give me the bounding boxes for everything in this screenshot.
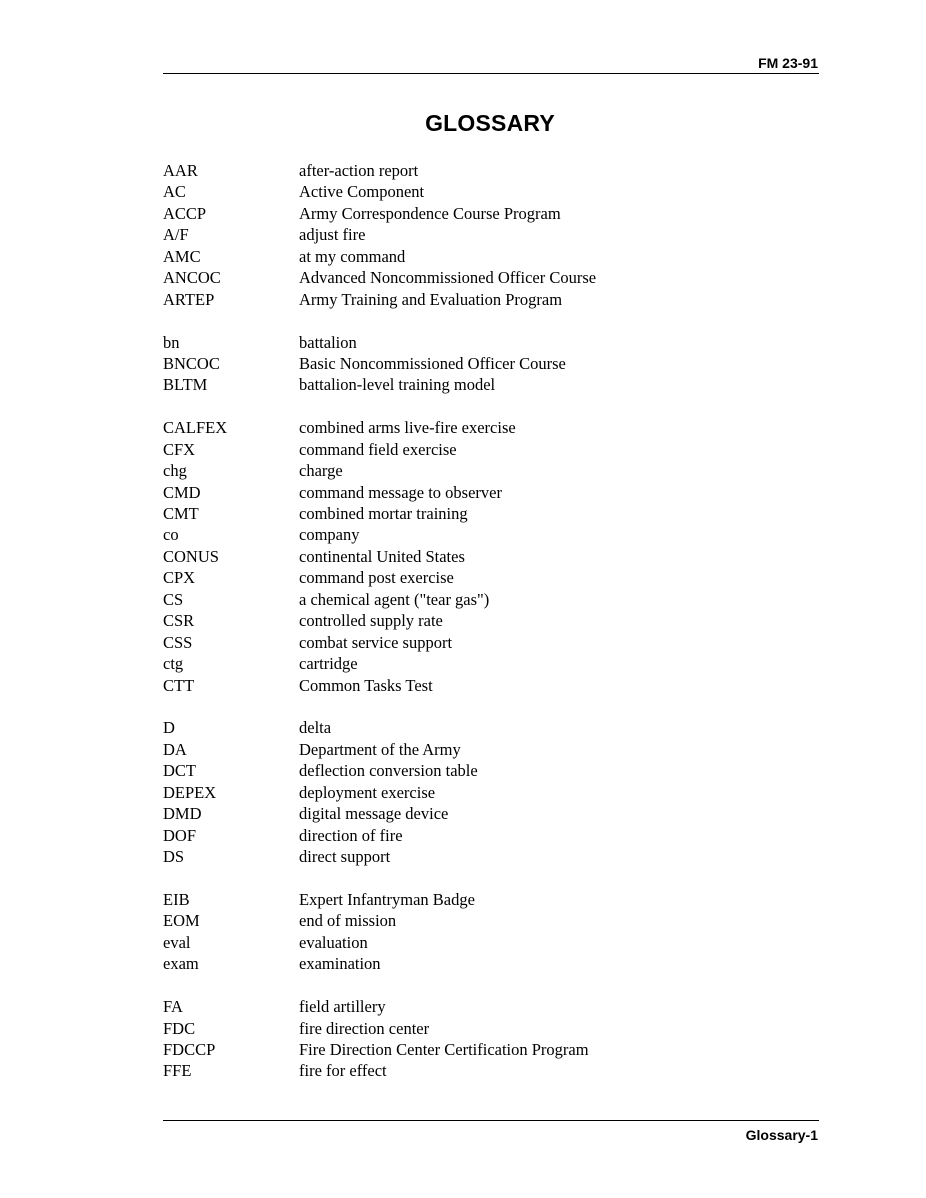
glossary-term: AMC — [163, 246, 201, 266]
glossary-term: ANCOC — [163, 268, 221, 288]
glossary-entry — [163, 1039, 719, 1060]
glossary-entry — [163, 267, 719, 288]
glossary-term: DA — [163, 739, 187, 759]
group-spacer — [163, 975, 719, 996]
glossary-definition: deflection conversion table — [299, 761, 478, 781]
header-rule — [163, 73, 819, 74]
glossary-term: FDC — [163, 1018, 196, 1038]
group-spacer — [163, 867, 719, 888]
glossary-term: AC — [163, 182, 186, 202]
glossary-definition: fire for effect — [299, 1061, 387, 1081]
glossary-definition: command message to observer — [299, 482, 502, 502]
glossary-term: DS — [163, 847, 185, 866]
glossary-term: FFE — [163, 1061, 192, 1081]
glossary-term: CSS — [163, 632, 193, 652]
glossary-entry — [163, 632, 719, 653]
glossary-definition: field artillery — [299, 997, 386, 1017]
glossary-definition: combat service support — [299, 632, 453, 652]
glossary-term: eval — [163, 932, 191, 952]
glossary-definition: command post exercise — [299, 568, 454, 588]
glossary-definition: Active Component — [299, 182, 425, 202]
glossary-term: AAR — [163, 161, 198, 180]
glossary-entry — [163, 782, 719, 803]
glossary-entry — [163, 246, 719, 267]
glossary-definition: after-action report — [299, 161, 419, 180]
glossary-entry — [163, 717, 719, 738]
glossary-entry — [163, 567, 719, 588]
glossary-entry — [163, 524, 719, 545]
glossary-definition: controlled supply rate — [299, 611, 443, 631]
glossary-definition: company — [299, 525, 360, 545]
glossary-definition: direct support — [299, 847, 391, 866]
glossary-entry — [163, 675, 719, 696]
glossary-entry — [163, 889, 719, 910]
glossary-term: CPX — [163, 568, 196, 588]
glossary-entry — [163, 610, 719, 631]
footer-rule — [163, 1120, 819, 1121]
glossary-term: CSR — [163, 611, 195, 631]
glossary-entry — [163, 1060, 719, 1081]
glossary-definition: evaluation — [299, 932, 368, 952]
glossary-entry — [163, 546, 719, 567]
glossary-entry — [163, 353, 719, 374]
glossary-entry — [163, 996, 719, 1017]
glossary-entry — [163, 160, 719, 181]
glossary-term: CTT — [163, 675, 195, 695]
glossary-definition: deployment exercise — [299, 782, 436, 802]
glossary-definition: at my command — [299, 246, 406, 266]
glossary-term: EIB — [163, 889, 190, 909]
glossary-term: FA — [163, 997, 183, 1017]
glossary-definition: examination — [299, 954, 381, 974]
glossary-list — [163, 160, 719, 1082]
glossary-entry — [163, 224, 719, 245]
glossary-entry — [163, 589, 719, 610]
glossary-entry — [163, 846, 719, 867]
glossary-definition: command field exercise — [299, 439, 457, 459]
glossary-entry — [163, 760, 719, 781]
glossary-term: BLTM — [163, 375, 208, 395]
page-number: Glossary-1 — [745, 1127, 818, 1143]
glossary-definition: digital message device — [299, 804, 449, 824]
glossary-definition: direction of fire — [299, 825, 403, 845]
glossary-term: co — [163, 525, 179, 545]
glossary-entry — [163, 910, 719, 931]
glossary-entry — [163, 332, 719, 353]
glossary-term: EOM — [163, 911, 200, 931]
glossary-definition: Army Training and Evaluation Program — [299, 289, 563, 309]
document-id: FM 23-91 — [758, 55, 818, 71]
glossary-entry — [163, 181, 719, 202]
page-title: GLOSSARY — [425, 110, 555, 136]
glossary-entry — [163, 653, 719, 674]
glossary-entry — [163, 739, 719, 760]
glossary-term: exam — [163, 954, 199, 974]
glossary-definition: continental United States — [299, 546, 465, 566]
glossary-entry — [163, 503, 719, 524]
glossary-entry — [163, 439, 719, 460]
glossary-entry — [163, 203, 719, 224]
glossary-term: DCT — [163, 761, 196, 781]
glossary-term: CONUS — [163, 546, 219, 566]
glossary-term: CFX — [163, 439, 196, 459]
glossary-definition: Expert Infantryman Badge — [299, 889, 475, 909]
glossary-definition: end of mission — [299, 911, 397, 931]
glossary-definition: battalion — [299, 332, 357, 352]
glossary-entry — [163, 953, 719, 974]
glossary-definition: Basic Noncommissioned Officer Course — [299, 353, 566, 373]
glossary-term: DMD — [163, 804, 202, 824]
glossary-definition: combined mortar training — [299, 504, 468, 523]
glossary-term: DEPEX — [163, 782, 217, 802]
glossary-entry — [163, 1018, 719, 1039]
glossary-definition: combined arms live-fire exercise — [299, 418, 516, 438]
glossary-entry — [163, 417, 719, 438]
glossary-term: FDCCP — [163, 1039, 216, 1059]
glossary-definition: Common Tasks Test — [299, 675, 433, 695]
glossary-term: CMD — [163, 482, 201, 502]
glossary-definition: charge — [299, 461, 343, 481]
glossary-term: D — [163, 718, 175, 738]
glossary-term: ACCP — [163, 203, 207, 223]
glossary-entry — [163, 825, 719, 846]
glossary-term: BNCOC — [163, 353, 220, 373]
glossary-term: DOF — [163, 825, 197, 845]
glossary-term: bn — [163, 332, 180, 352]
glossary-definition: cartridge — [299, 654, 358, 674]
glossary-entry — [163, 803, 719, 824]
group-spacer — [163, 310, 719, 331]
glossary-entry — [163, 932, 719, 953]
glossary-definition: a chemical agent ("tear gas") — [299, 589, 490, 609]
glossary-entry — [163, 374, 719, 395]
glossary-term: CALFEX — [163, 418, 228, 438]
glossary-definition: Department of the Army — [299, 739, 461, 759]
glossary-definition: adjust fire — [299, 225, 366, 245]
group-spacer — [163, 396, 719, 417]
glossary-definition: fire direction center — [299, 1018, 430, 1038]
glossary-term: CMT — [163, 504, 199, 523]
glossary-entry — [163, 460, 719, 481]
glossary-term: ARTEP — [163, 289, 215, 309]
glossary-definition: Army Correspondence Course Program — [299, 203, 561, 223]
glossary-definition: battalion-level training model — [299, 375, 496, 395]
glossary-term: ctg — [163, 654, 184, 674]
glossary-definition: delta — [299, 718, 332, 738]
glossary-term: chg — [163, 461, 187, 481]
glossary-term: A/F — [163, 225, 189, 245]
glossary-term: CS — [163, 589, 184, 609]
glossary-definition: Fire Direction Center Certification Program — [299, 1039, 589, 1059]
glossary-entry — [163, 289, 719, 310]
glossary-definition: Advanced Noncommissioned Officer Course — [299, 268, 597, 288]
glossary-entry — [163, 482, 719, 503]
group-spacer — [163, 696, 719, 717]
